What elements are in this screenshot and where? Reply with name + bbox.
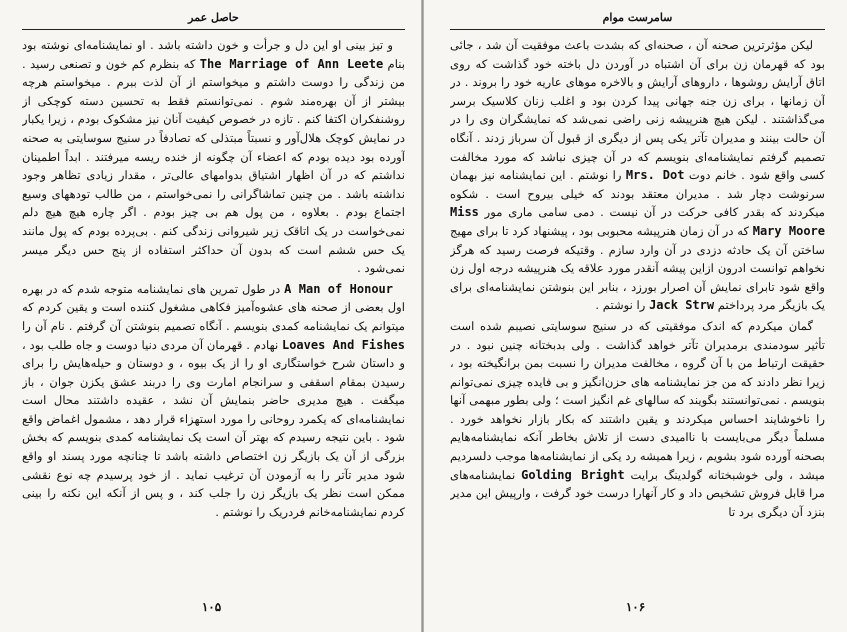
text-run: گمان میکردم که اندک موفقیتی که در سنیج سوسایتی نصیبم شده است تأثیر سودمندی برمدیران تآتر خواهد گذاشت . ولی بدبختانه چنین نبود . در حقیقت ارتباط من با آن گروه ، مخالفت مدیران را نسبت بمن برانگیخته بود ، زیرا نظر دادند که من جز نمایشنامه های حزن‌انگیز و بی فایده چیزی نمی‌توانم بنویسم . نمی‌توانستند بگویند که سالهای غم انگیز است ؛ ولی بطور مبهمی آنها را ناخوشایند احساس میکردند و یقین داشتند که بکار بازار نخواهد خورد . مسلماً دیگر می‌بایست با ناامیدی دست از تلاش بخاطر آنکه نمایشنامه‌هایم بصحنه آورده شود بشویم ، زیرا همیشه رد یکی از نمایشنامه‌ها موجب دلسردیم میشد ، ولی خوشبختانه گولدینگ برایت: [450, 318, 825, 482]
paragraph: [22, 36, 405, 278]
text-run: که بنظرم کم خون و تصنعی رسید . من زندگی را دوست داشتم و میخواستم از آن لذت ببرم . میخواستم هرچه بیشتر از آن بهره‌مند شوم . نمی‌توانستم فقط به تحسین دسته کوچکی از روشنفکران اکتفا کنم . تازه در خصوص کیفیت آنان نیز مشکوک بودم ، زیرا یکبار در نمایش کوچک هلال‌آور و نسبتاً مبتذلی که تصادفاً در سنیج سوسایتی به صحنه آورده بود دیده بودم که اعضاء آن چگونه از خنده ریسه میرفتند . ابداً اطمینان نداشتم که در آن اظهار اشتیاق بدوامهای عالی‌تر ، مقدار زیادی تظاهر وجود نداشته باشد . من چنین تماشاگرانی را نمی‌خواستم ، من طالب تودههای وسیع اجتماع بودم . بعلاوه ، من پول هم بی چیز بودم . اگر چاره هیچ هیچ دلم نمی‌خواست در یک اتاقک زیر شیروانی زندگی کنم . بی‌پرده بودم که پول مانند یک حس ششم است که بدون آن حداکثر استفاده از پنج حس دیگر میسر نمی‌شود .: [22, 56, 405, 276]
text-run: را نوشتم . این نمایشنامه نیز بهمان سرنوشت دچار شد . مدیران معتقد بودند که خیلی بیروح است . شکوه میکردند که بقدر کافی حرکت در آن نیست . دمی سامی ماری مور: [450, 168, 825, 220]
latin-title: Mrs. Dot: [625, 168, 685, 183]
latin-title: Jack Strw: [649, 298, 715, 313]
text-run: نهادم . قهرمان آن مردی دنیا دوست و جاه طلب بود ، و داستان شرح خواستگاری او را از یک بیوه ، و دوستان و حیله‌هایش را برای رسیدن بمقام اسقفی و سرانجام امارت وی را دربند عشق یکزن جوان ، باز میگفت . هیچ مدیری حاضر بنمایش آن نشد ، عقیده داشتند محال است نمایشنامه‌ای که یکمرد روحانی را مورد استهزاء قرار دهد ، مشمول اغماض واقع شود . باین نتیجه رسیدم که بهتر آن است یک نمایشنامه کمدی بنویسم که بخش بزرگی از آن یک بازیگر زن اختصاص داشته باشد تا چنانچه مورد پسند او واقع شود مدیر تآتر را به آزمودن آن ترغیب نماید . از خود پرسیدم چه نوع نقشی ممکن است نظر یک بازیگر زن را جلب کند ، و پس از آنکه این نکته را بینی کردم نمایشنامه‌خانم فردریک را نوشتم .: [22, 337, 405, 519]
left-body-text: [22, 36, 405, 584]
right-page: [424, 0, 847, 632]
latin-title: The Marriage of Ann Leete: [199, 56, 384, 71]
text-run: نمایشنامه‌های مرا قابل فروش تشخیص داد و کار آنهارا درست خود گرفت ، وارپیش این مدیر بنزد آن دیگری برد تا: [450, 467, 825, 519]
left-page: [0, 0, 423, 632]
text-run: را نوشتم .: [595, 298, 650, 313]
right-body-text: [450, 36, 825, 584]
paragraph: [450, 36, 825, 315]
paragraph: [450, 317, 825, 522]
text-run: که در آن زمان هنرپیشه محبوبی بود ، پیشنهاد کرد تا برای مهیج ساختن آن یک حادثه دزدی در آن وارد سازم . وقتیکه فرصت رسید که هرگز نخواهم توانست ادرون ازاین پیشه آنقدر مورد علاقه یک هنرپیشه درجه اول زن واقع شود تابرای نمایش آن اصرار بورزد ، بنابر این بنوشتن نمایشنامه‌ای برای یک بازیگر مرد پرداختم: [450, 223, 825, 313]
right-page-number: ۱۰۶: [625, 600, 646, 614]
right-header-rule: [450, 29, 825, 30]
paragraph: [22, 280, 405, 522]
latin-title: Loaves And Fishes: [281, 337, 405, 352]
latin-title: Miss Mary Moore: [450, 205, 825, 238]
text-run: در طول تمرین های نمایشنامه متوجه شدم که در بهره اول بعضی از صحنه های عشوه‌آمیز فکاهی مشغول کننده است و یقین کردم که میتوانم یک نمایشنامه کمدی بنویسم . آنگاه تصمیم بنوشتن آن گرفتم . نام آن را: [22, 281, 405, 333]
left-header-rule: [22, 29, 405, 30]
text-run: لیکن مؤثرترین صحنه آن ، صحنه‌ای که بشدت باعث موفقیت آن شد ، جائی بود که قهرمان زن برای آن اشتباه در آوردن دل باخته خود گذاشت که روی اتاق آرایش روشوها ، داروهای آرایش و بالاخره موهای عاریه خود را بروند . در آن زمانها ، برای زن جنه جهانی پیدا کردن بود و اغلب زنان کلاسیک برسر می‌گذاشتند . لیکن هیچ هنرپیشه زنی راضی نمی‌شد که نمایشگران وی را در آن حالت بینند و مدیران تآتر یکی پس از دیگری از قبول آن سرباز زدند . آنگاه تصمیم گرفتم نمایشنامه‌ای بنویسم که در آن چیزی نباشد که مورد مخالفت کسی واقع شود . خانم دوت: [450, 38, 825, 183]
left-running-head: حاصل عمر: [188, 11, 239, 24]
left-page-number: ۱۰۵: [201, 600, 222, 614]
latin-title: Golding Bright: [521, 467, 625, 482]
latin-title: A Man of Honour: [284, 281, 393, 296]
text-run: و تیز بینی او این دل و جرأت و خون داشته باشد . او نمایشنامه‌ای نوشته بود بنام: [22, 38, 405, 71]
right-running-head: سامرست موام: [602, 11, 673, 24]
